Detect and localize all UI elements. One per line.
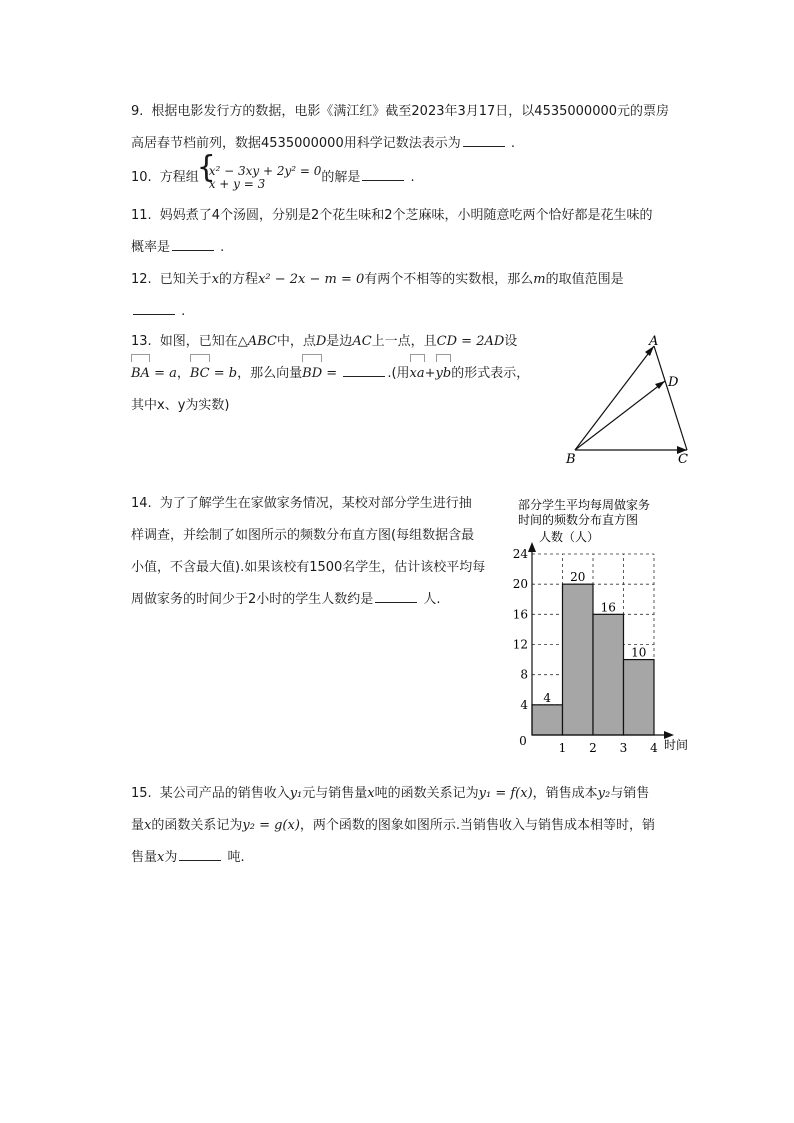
y-tick-label: 4: [520, 697, 528, 712]
question-text: 根据电影发行方的数据，电影《满江红》截至2023年3月17日，以4535000000元的票房: [151, 104, 670, 119]
bar-value-label: 4: [543, 690, 552, 705]
punctuation: .: [410, 170, 415, 185]
answer-blank[interactable]: [463, 132, 505, 147]
math-equation: =: [326, 366, 338, 381]
question-text: 的取值范围是: [545, 272, 624, 287]
question-text: 中，点: [276, 334, 316, 349]
question-text: 如图，已知在: [159, 334, 238, 349]
answer-blank[interactable]: [343, 362, 385, 377]
question-text: 是边: [326, 334, 353, 349]
origin-label: 0: [519, 734, 527, 748]
y-tick-label: 16: [512, 607, 528, 622]
question-text: 的形式表示，: [451, 366, 530, 381]
answer-blank[interactable]: [133, 300, 175, 315]
question-text: 的函数关系记为: [151, 818, 243, 833]
question-text: 量: [131, 818, 145, 833]
histogram-bar: [532, 705, 563, 735]
question-text: 的方程: [219, 272, 259, 287]
question-text: .(用: [387, 366, 410, 381]
label-d: D: [668, 375, 679, 390]
y-tick-label: 8: [520, 667, 528, 682]
chart-title-line2: 时间的频数分布直方图: [518, 513, 639, 527]
vector-yb: yb: [436, 358, 452, 390]
punctuation: ，: [176, 366, 190, 381]
question-number: 12.: [131, 272, 152, 287]
question-text: 小值，不含最大值).如果该校有1500名学生，估计该校平均每: [131, 560, 486, 575]
question-text: 上一点，且: [371, 334, 437, 349]
y-tick-label: 12: [512, 637, 528, 652]
answer-blank[interactable]: [172, 236, 214, 251]
bar-value-label: 10: [631, 645, 647, 660]
math-equation: = a: [154, 366, 177, 381]
math-var: m: [533, 272, 546, 287]
vector-bc: BC: [190, 358, 210, 390]
bar-value-label: 16: [600, 600, 616, 615]
question-text: 方程组: [159, 170, 199, 185]
x-tick-label: 2: [589, 741, 597, 755]
question-12: [131, 264, 624, 328]
histogram-bar: [593, 614, 624, 735]
equation-2: x + y = 3: [208, 176, 266, 191]
math-var: AC: [352, 334, 372, 349]
question-text: 吨.: [227, 850, 245, 865]
question-text: 元与销售量: [302, 786, 368, 801]
question-11: [131, 200, 653, 264]
question-text: 周做家务的时间少于2小时的学生人数约是: [131, 592, 374, 607]
math-equation: x² − 2x − m = 0: [258, 272, 365, 287]
question-text: 的解是: [321, 170, 361, 185]
math-equation: = b: [213, 366, 238, 381]
question-text: 其中x、y为实数): [131, 398, 230, 413]
question-13: [131, 326, 529, 422]
equation-system: [199, 165, 322, 191]
question-text: 为了了解学生在家做家务情况，某校对部分学生进行抽: [159, 496, 472, 511]
histogram-bar: [624, 660, 655, 735]
answer-blank[interactable]: [375, 588, 417, 603]
triangle-figure: [560, 332, 700, 467]
math-var: x: [367, 786, 375, 801]
question-text: ，销售成本: [532, 786, 598, 801]
chart-title-line1: 部分学生平均每周做家务: [518, 498, 651, 512]
question-text: 某公司产品的销售收入: [159, 786, 290, 801]
equation-1: { x² − 3xy + 2y² = 0: [208, 163, 322, 178]
question-15: [131, 778, 655, 874]
question-text: 已知关于: [159, 272, 212, 287]
math-var: x: [211, 272, 220, 287]
question-number: 9.: [131, 104, 144, 119]
answer-blank[interactable]: [362, 166, 404, 181]
question-number: 13.: [131, 334, 152, 349]
histogram-chart: [505, 490, 700, 760]
question-10: [131, 162, 415, 194]
question-text: 吨的函数关系记为: [374, 786, 479, 801]
math-equation: CD = 2AD: [436, 334, 505, 349]
label-b: B: [566, 452, 576, 467]
question-text: 高居春节档前列，数据4535000000用科学记数法表示为: [131, 136, 461, 151]
vector-xa: xa: [410, 358, 425, 390]
x-tick-label: 3: [619, 741, 628, 755]
math-equation: y₂ = g(x): [242, 818, 300, 833]
y-tick-label: 20: [512, 577, 528, 592]
question-text: 有两个不相等的实数根，那么: [364, 272, 534, 287]
vector-ba: BA: [131, 358, 150, 390]
answer-blank[interactable]: [179, 846, 221, 861]
question-14: [131, 488, 485, 616]
question-number: 14.: [131, 496, 152, 511]
bar-value-label: 20: [570, 570, 586, 585]
question-text: ，两个函数的图象如图所示.当销售收入与销售成本相等时，销: [299, 818, 656, 833]
math-triangle: △ABC: [237, 334, 277, 349]
question-text: 样调查，并绘制了如图所示的频数分布直方图(每组数据含最: [131, 528, 475, 543]
punctuation: .: [181, 304, 186, 319]
vector-bd: BD: [302, 358, 322, 390]
x-axis-label: 时间: [664, 738, 689, 752]
question-text: 概率是: [131, 240, 171, 255]
y-axis-arrow: [528, 542, 536, 552]
punctuation: .: [220, 240, 225, 255]
question-text: 设: [504, 334, 518, 349]
histogram-bar: [563, 584, 594, 735]
math-var: D: [315, 334, 327, 349]
question-text: 人.: [423, 592, 441, 607]
question-number: 10.: [131, 170, 152, 185]
edge-ac: [654, 346, 687, 450]
math-plus: +: [424, 366, 436, 381]
math-var: x: [144, 818, 152, 833]
math-var: x: [157, 850, 165, 865]
math-var: y₁: [289, 786, 303, 801]
punctuation: .: [510, 136, 515, 151]
y-axis-label: 人数（人）: [539, 530, 600, 544]
question-text: 售量: [131, 850, 158, 865]
question-text: ，那么向量: [237, 366, 303, 381]
question-number: 15.: [131, 786, 152, 801]
label-a: A: [649, 334, 659, 349]
question-number: 11.: [131, 208, 152, 223]
question-text: 妈妈煮了4个汤圆，分别是2个花生味和2个芝麻味，小明随意吃两个恰好都是花生味的: [159, 208, 653, 223]
question-text: 与销售: [610, 786, 650, 801]
x-tick-label: 4: [650, 741, 658, 755]
math-var: y₂: [597, 786, 611, 801]
y-tick-label: 24: [512, 547, 528, 561]
label-c: C: [678, 452, 688, 467]
question-text: 为: [164, 850, 178, 865]
math-equation: y₁ = f(x): [478, 786, 533, 801]
x-tick-label: 1: [558, 741, 567, 755]
